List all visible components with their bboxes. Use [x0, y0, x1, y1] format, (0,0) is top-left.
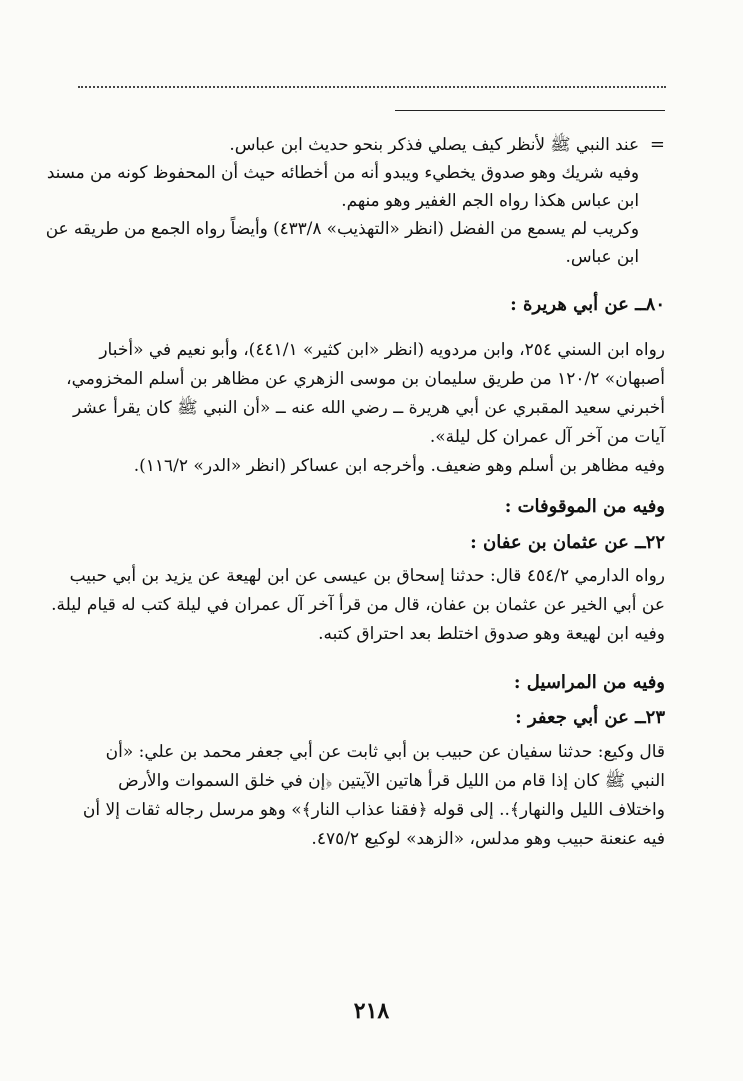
text-line: النبي ﷺ كان إذا قام من الليل قرأ هاتين الآيتين ﴿إن في خلق السموات والأرض — [118, 771, 665, 791]
text-line: وكريب لم يسمع من الفضل (انظر «التهذيب» ٤٣٣/٨) وأيضاً رواه الجمع من طريقه عن — [45, 218, 639, 238]
text-line: فيه عنعنة حبيب وهو مدلس، «الزهد» لوكيع ٤٧٥/٢. — [311, 829, 665, 849]
text-line: ابن عباس. — [565, 246, 639, 266]
footnote-rule — [395, 110, 665, 111]
footnote-continuation-marker: = — [649, 134, 665, 155]
text-line: عند النبي ﷺ لأنظر كيف يصلي فذكر بنحو حديث ابن عباس. — [229, 134, 639, 154]
section-22-text — [51, 562, 665, 649]
section-80-text — [66, 336, 665, 481]
text-line: وفيه شريك وهو صدوق يخطيء ويبدو أنه من أخطائه حيث أن المحفوظ كونه من مسند — [46, 162, 639, 182]
text-line: وفيه ابن لهيعة وهو صدوق اختلط بعد احتراق كتبه. — [318, 624, 665, 644]
section-heading-80: ٨٠ــ عن أبي هريرة : — [510, 294, 665, 315]
text-line: عن أبي الخير عن عثمان بن عفان، قال من قرأ آخر آل عمران في ليلة كتب له قيام ليلة. — [51, 595, 665, 615]
text-line: ابن عباس هكذا رواه الجم الغفير وهو منهم. — [341, 190, 639, 210]
text-line: أصبهان» ١٢٠/٢ من طريق سليمان بن موسى الزهري عن مظاهر بن أسلم المخزومي، — [66, 369, 665, 389]
section-heading-marasil: وفيه من المراسيل : — [513, 672, 665, 693]
text-line: قال وكيع: حدثنا سفيان عن حبيب بن أبي ثابت عن أبي جعفر محمد بن علي: «أن — [105, 742, 665, 762]
section-heading-23: ٢٣ــ عن أبي جعفر : — [515, 707, 665, 728]
text-line: آيات من آخر آل عمران كل ليلة». — [429, 427, 665, 447]
section-heading-mawqufat: وفيه من الموقوفات : — [504, 496, 665, 517]
dotted-separator — [78, 74, 666, 88]
footnote-text — [45, 130, 639, 270]
text-line: وفيه مظاهر بن أسلم وهو ضعيف. وأخرجه ابن عساكر (انظر «الدر» ١١٦/٢). — [133, 456, 665, 476]
text-line: رواه ابن السني ٢٥٤، وابن مردويه (انظر «ابن كثير» ٤٤١/١)، وأبو نعيم في «أخبار — [99, 340, 665, 360]
text-line: رواه الدارمي ٤٥٤/٢ قال: حدثنا إسحاق بن عيسى عن ابن لهيعة عن يزيد بن أبي حبيب — [69, 566, 665, 586]
text-line: أخبرني سعيد المقبري عن أبي هريرة ــ رضي الله عنه ــ «أن النبي ﷺ كان يقرأ عشر — [73, 398, 665, 418]
text-line: واختلاف الليل والنهار﴾.. إلى قوله ﴿فقنا عذاب النار﴾» وهو مرسل رجاله ثقات إلا أن — [82, 800, 665, 820]
section-heading-22: ٢٢ــ عن عثمان بن عفان : — [470, 532, 665, 553]
section-23-text — [74, 738, 665, 854]
page-number: ٢١٨ — [353, 998, 390, 1024]
